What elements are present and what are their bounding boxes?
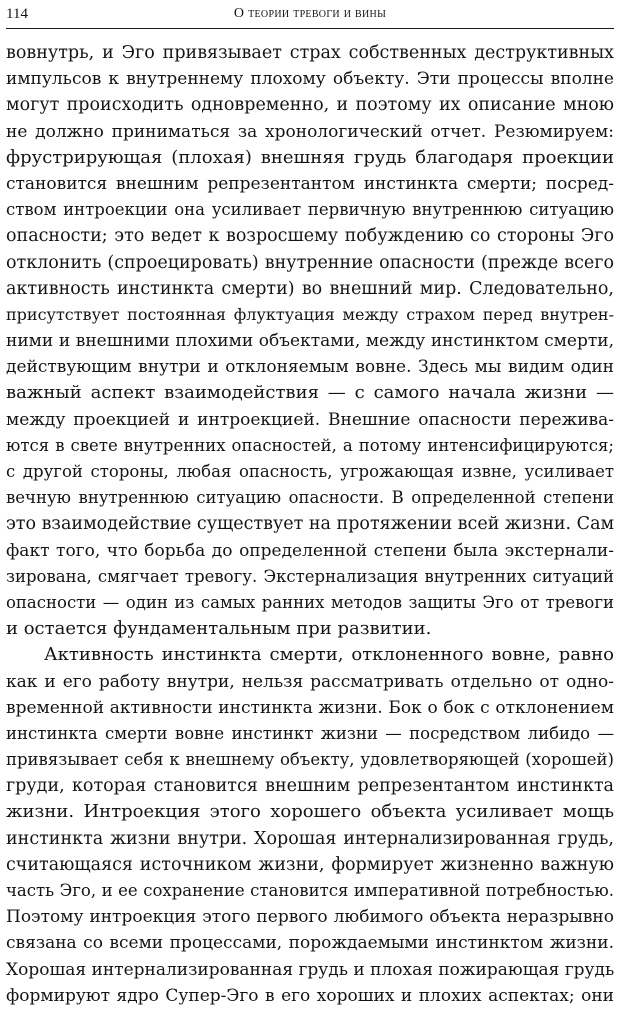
- text-line: ними и внешними плохими объектами, между инстинктом смерти,: [6, 331, 614, 352]
- text-line: инстинкта жизни внутри. Хорошая интернализированная грудь,: [6, 828, 614, 849]
- text-line: факт того, что борьба до определенной степени была экстернали-: [6, 540, 614, 561]
- text-line: жизни. Интроекция этого хорошего объекта усиливает мощь: [6, 801, 614, 823]
- text-line: часть Эго, и ее сохранение становится императивной потребностью.: [6, 881, 614, 900]
- text-line: фрустрирующая (плохая) внешняя грудь благодаря проекции: [6, 146, 614, 168]
- body-text: [6, 40, 614, 1009]
- text-line: зирована, смягчает тревогу. Экстернализация внутренних ситуаций: [6, 566, 614, 586]
- text-line: действующим внутри и отклоняемым вовне. Здесь мы видим один: [6, 357, 614, 378]
- text-line: связана со всеми процессами, порождаемыми инстинктом жизни.: [6, 933, 614, 954]
- page-number: 114: [6, 6, 28, 22]
- text-line: вовнутрь, и Эго привязывает страх собственных деструктивных: [6, 43, 614, 63]
- text-line: формируют ядро Супер-Эго в его хороших и плохих аспектах; они: [6, 985, 614, 1006]
- text-line: опасности; это ведет к возросшему побуждению со стороны Эго: [6, 226, 614, 247]
- text-line: Хорошая интернализированная грудь и плохая пожирающая грудь: [6, 959, 614, 980]
- text-line: это взаимодействие существует на протяжении всей жизни. Сам: [6, 514, 614, 535]
- text-line: становится внешним репрезентантом инстинкта смерти; посред-: [6, 173, 614, 194]
- text-line: присутствует постоянная флуктуация между страхом перед внутрен-: [6, 304, 614, 324]
- text-line: ством интроекции она усиливает первичную внутреннюю ситуацию: [6, 200, 614, 220]
- text-line: могут происходить одновременно, и поэтому их описание мною: [6, 95, 614, 116]
- text-line: Поэтому интроекция этого первого любимого объекта неразрывно: [6, 907, 614, 928]
- text-line: груди, которая становится внешним репрезентантом инстинкта: [6, 776, 614, 797]
- text-line: ются в свете внутренних опасностей, а потому интенсифицируются;: [6, 435, 614, 455]
- text-line: вечную внутреннюю ситуацию опасности. В определенной степени: [6, 488, 614, 508]
- text-line: активность инстинкта смерти) во внешний мир. Следовательно,: [6, 278, 614, 299]
- text-line: с другой стороны, любая опасность, угрожающая извне, усиливает: [6, 462, 614, 481]
- paragraph-start-line: Активность инстинкта смерти, отклоненного вовне, равно: [44, 644, 614, 666]
- paragraph-end-line: и остается фундаментальным при развитии.: [6, 618, 432, 640]
- text-line: привязывает себя к внешнему объекту, удовлетворяющей (хорошей): [6, 750, 614, 770]
- running-title: О теории тревоги и вины: [233, 6, 387, 21]
- text-line: инстинкта смерти вовне инстинкт жизни — посредством либидо —: [6, 723, 614, 743]
- text-line: как и его работу внутри, нельзя рассматривать отдельно от одно-: [6, 671, 614, 692]
- page-header: [6, 2, 614, 29]
- text-line: считающаяся источником жизни, формирует жизненно важную: [6, 854, 614, 875]
- text-line: не должно приниматься за хронологический отчет. Резюмируем:: [6, 121, 614, 142]
- text-line: опасности — один из самых ранних методов защиты Эго от тревоги: [6, 592, 614, 612]
- text-line: важный аспект взаимодействия — с самого начала жизни —: [6, 382, 614, 404]
- text-line: между проекцией и интроекцией. Внешние опасности пережива-: [6, 409, 614, 430]
- text-line: временной активности инстинкта жизни. Бок о бок с отклонением: [6, 697, 614, 718]
- text-line: импульсов к внутреннему плохому объекту. Эти процессы вполне: [6, 69, 614, 90]
- text-line: отклонить (спроецировать) внутренние опасности (прежде всего: [6, 252, 614, 273]
